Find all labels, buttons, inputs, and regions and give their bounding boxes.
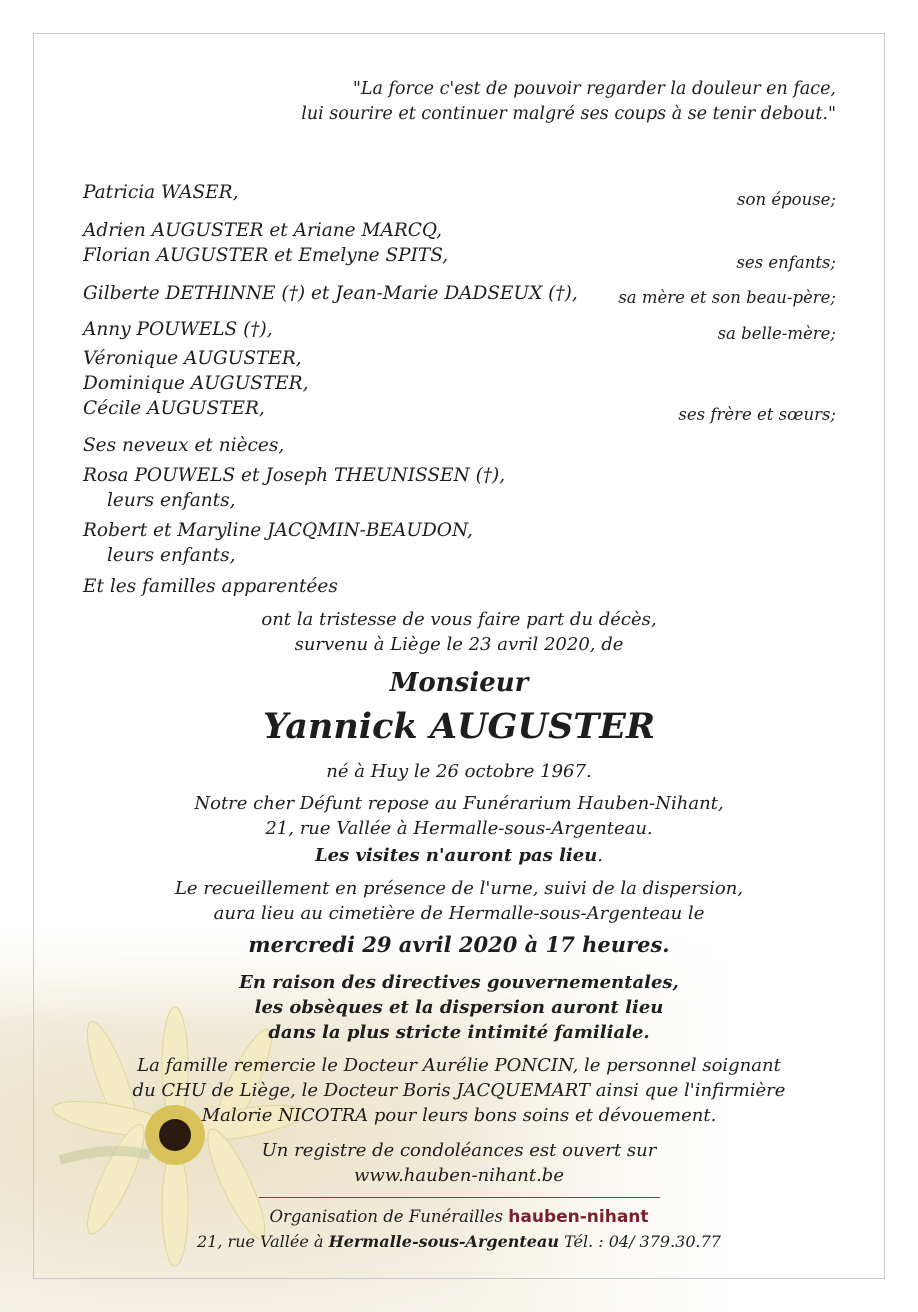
epigraph-quote: [301, 77, 836, 127]
family-sibling-1: Véronique AUGUSTER,: [83, 348, 302, 369]
birth-info: né à Huy le 26 octobre 1967.: [326, 761, 592, 782]
thanks-line: Malorie NICOTRA pour leurs bons soins et dévouement.: [201, 1105, 717, 1126]
ceremony-line: Le recueillement en présence de l'urne, suivi de la dispersion,: [174, 878, 744, 899]
family-rosa: Rosa POUWELS et Joseph THEUNISSEN (†),: [83, 465, 506, 486]
thanks-line: du CHU de Liège, le Docteur Boris JACQUEMART ainsi que l'infirmière: [132, 1080, 786, 1101]
footer-phone: Tél. : 04/ 379.30.77: [564, 1232, 721, 1251]
deceased-name: Yannick AUGUSTER: [262, 706, 656, 747]
footer-address-prefix: 21, rue Vallée à: [197, 1232, 324, 1251]
covid-notice: dans la plus stricte intimité familiale.: [268, 1022, 650, 1043]
family-mother-in-law: Anny POUWELS (†),: [83, 319, 273, 340]
relation-spouse: son épouse;: [737, 190, 836, 209]
family-child-2: Florian AUGUSTER et Emelyne SPITS,: [83, 245, 449, 266]
visits-dot: .: [597, 845, 604, 866]
covid-notice: En raison des directives gouvernementales,: [239, 972, 679, 993]
family-mother: Gilberte DETHINNE (†) et Jean-Marie DADSEUX (†),: [83, 283, 578, 304]
family-nephews: Ses neveux et nièces,: [83, 435, 285, 456]
family-spouse: Patricia WASER,: [83, 182, 239, 203]
register-line: Un registre de condoléances est ouvert sur: [261, 1140, 657, 1161]
relation-siblings: ses frère et sœurs;: [678, 405, 836, 424]
quote-line: "La force c'est de pouvoir regarder la douleur en face,: [352, 79, 836, 99]
relation-mother: sa mère et son beau-père;: [618, 288, 836, 307]
thanks-line: La famille remercie le Docteur Aurélie PONCIN, le personnel soignant: [137, 1055, 781, 1076]
footer-organisation: [0, 1207, 918, 1227]
covid-notice: les obsèques et la dispersion auront lieu: [254, 997, 664, 1018]
visits-notice: [0, 843, 918, 868]
footer-address: [0, 1232, 918, 1251]
relation-children: ses enfants;: [736, 253, 836, 272]
family-robert: Robert et Maryline JACQMIN-BEAUDON,: [83, 520, 473, 541]
footer-org-label: Organisation de Funérailles: [269, 1207, 504, 1226]
footer-address-town: Hermalle-sous-Argenteau: [328, 1232, 559, 1251]
family-sibling-3: Cécile AUGUSTER,: [83, 398, 265, 419]
ceremony-line: aura lieu au cimetière de Hermalle-sous-Argenteau le: [213, 903, 705, 924]
deceased-title: Monsieur: [389, 668, 529, 698]
register-url[interactable]: www.hauben-nihant.be: [354, 1165, 564, 1186]
visits-text: Les visites n'auront pas lieu: [314, 845, 598, 866]
footer-rule: [259, 1197, 660, 1198]
ceremony-date: mercredi 29 avril 2020 à 17 heures.: [248, 932, 670, 957]
family-relatives: Et les familles apparentées: [83, 576, 338, 597]
brand-logo: hauben-nihant: [508, 1207, 649, 1227]
announcement-line: ont la tristesse de vous faire part du décès,: [261, 609, 657, 630]
repose-line: 21, rue Vallée à Hermalle-sous-Argenteau.: [265, 818, 653, 839]
family-sibling-2: Dominique AUGUSTER,: [83, 373, 309, 394]
family-rosa-children: leurs enfants,: [107, 490, 236, 511]
family-robert-children: leurs enfants,: [107, 545, 236, 566]
announcement-line: survenu à Liège le 23 avril 2020, de: [294, 634, 624, 655]
quote-line: lui sourire et continuer malgré ses coups à se tenir debout.": [301, 104, 836, 124]
relation-mother-in-law: sa belle-mère;: [717, 324, 836, 343]
repose-line: Notre cher Défunt repose au Funérarium Hauben-Nihant,: [194, 793, 724, 814]
family-child-1: Adrien AUGUSTER et Ariane MARCQ,: [83, 220, 443, 241]
